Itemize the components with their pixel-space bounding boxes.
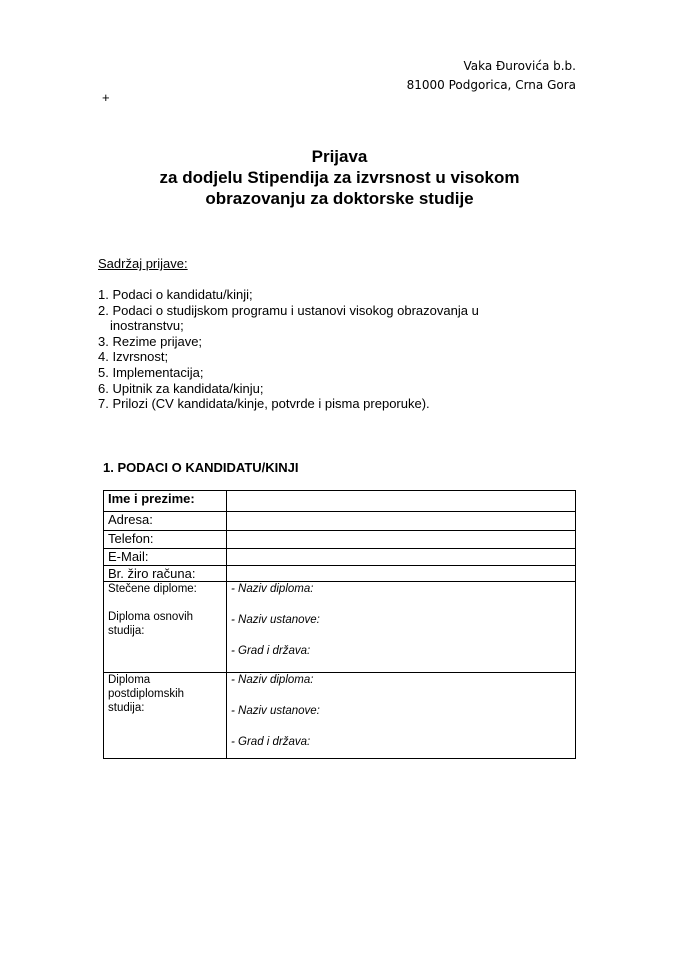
account-field[interactable] [227, 566, 576, 582]
city-country-field: - Grad i država: [231, 645, 311, 657]
contents-list [98, 287, 518, 412]
address-label: Adresa: [104, 512, 227, 531]
list-item: 2. Podaci o studijskom programu i ustanovi visokog obrazovanja u inostranstvu; [98, 302, 479, 334]
institution-address [407, 57, 576, 95]
contents-heading: Sadržaj prijave: [98, 256, 188, 271]
list-item: 6. Upitnik za kandidata/kinju; [98, 380, 264, 396]
list-item: 7. Prilozi (CV kandidata/kinje, potvrde i pisma preporuke). [98, 396, 430, 412]
postgrad-details[interactable] [227, 673, 576, 759]
bachelor-details[interactable] [227, 582, 576, 673]
postgrad-label: Diploma postdiplomskih studija: [108, 674, 185, 714]
name-label: Ime i prezime: [104, 491, 227, 512]
candidate-data-table [103, 490, 576, 759]
name-field[interactable] [227, 491, 576, 512]
address-line-2: 81000 Podgorica, Crna Gora [406, 78, 576, 92]
bachelor-label: Diploma osnovih studija: [108, 611, 194, 637]
address-field[interactable] [227, 512, 576, 531]
address-line-1: Vaka Đurovića b.b. [463, 59, 576, 73]
email-label: E-Mail: [104, 549, 227, 566]
email-field[interactable] [227, 549, 576, 566]
diploma-name-field: - Naziv diploma: [231, 674, 314, 686]
document-title [0, 146, 679, 209]
plus-mark: + [102, 90, 110, 105]
degrees-label: Stečene diplome: [108, 583, 197, 595]
title-line-1: Prijava [311, 147, 368, 166]
section-heading: 1. PODACI O KANDIDATU/KINJI [103, 460, 299, 475]
list-item: 3. Rezime prijave; [98, 333, 203, 349]
list-item: 5. Implementacija; [98, 364, 204, 380]
city-country-field: - Grad i država: [231, 736, 311, 748]
degrees-cell [104, 582, 227, 673]
postgrad-cell [104, 673, 227, 759]
phone-field[interactable] [227, 531, 576, 549]
institution-name-field: - Naziv ustanove: [231, 614, 320, 626]
diploma-name-field: - Naziv diploma: [231, 583, 314, 595]
list-item: 1. Podaci o kandidatu/kinji; [98, 287, 253, 302]
list-item: 4. Izvrsnost; [98, 349, 169, 365]
title-line-3: obrazovanju za doktorske studije [205, 189, 474, 208]
institution-name-field: - Naziv ustanove: [231, 705, 320, 717]
title-line-2: za dodjelu Stipendija za izvrsnost u visokom [159, 168, 520, 187]
account-label: Br. žiro računa: [104, 566, 227, 582]
phone-label: Telefon: [104, 531, 227, 549]
